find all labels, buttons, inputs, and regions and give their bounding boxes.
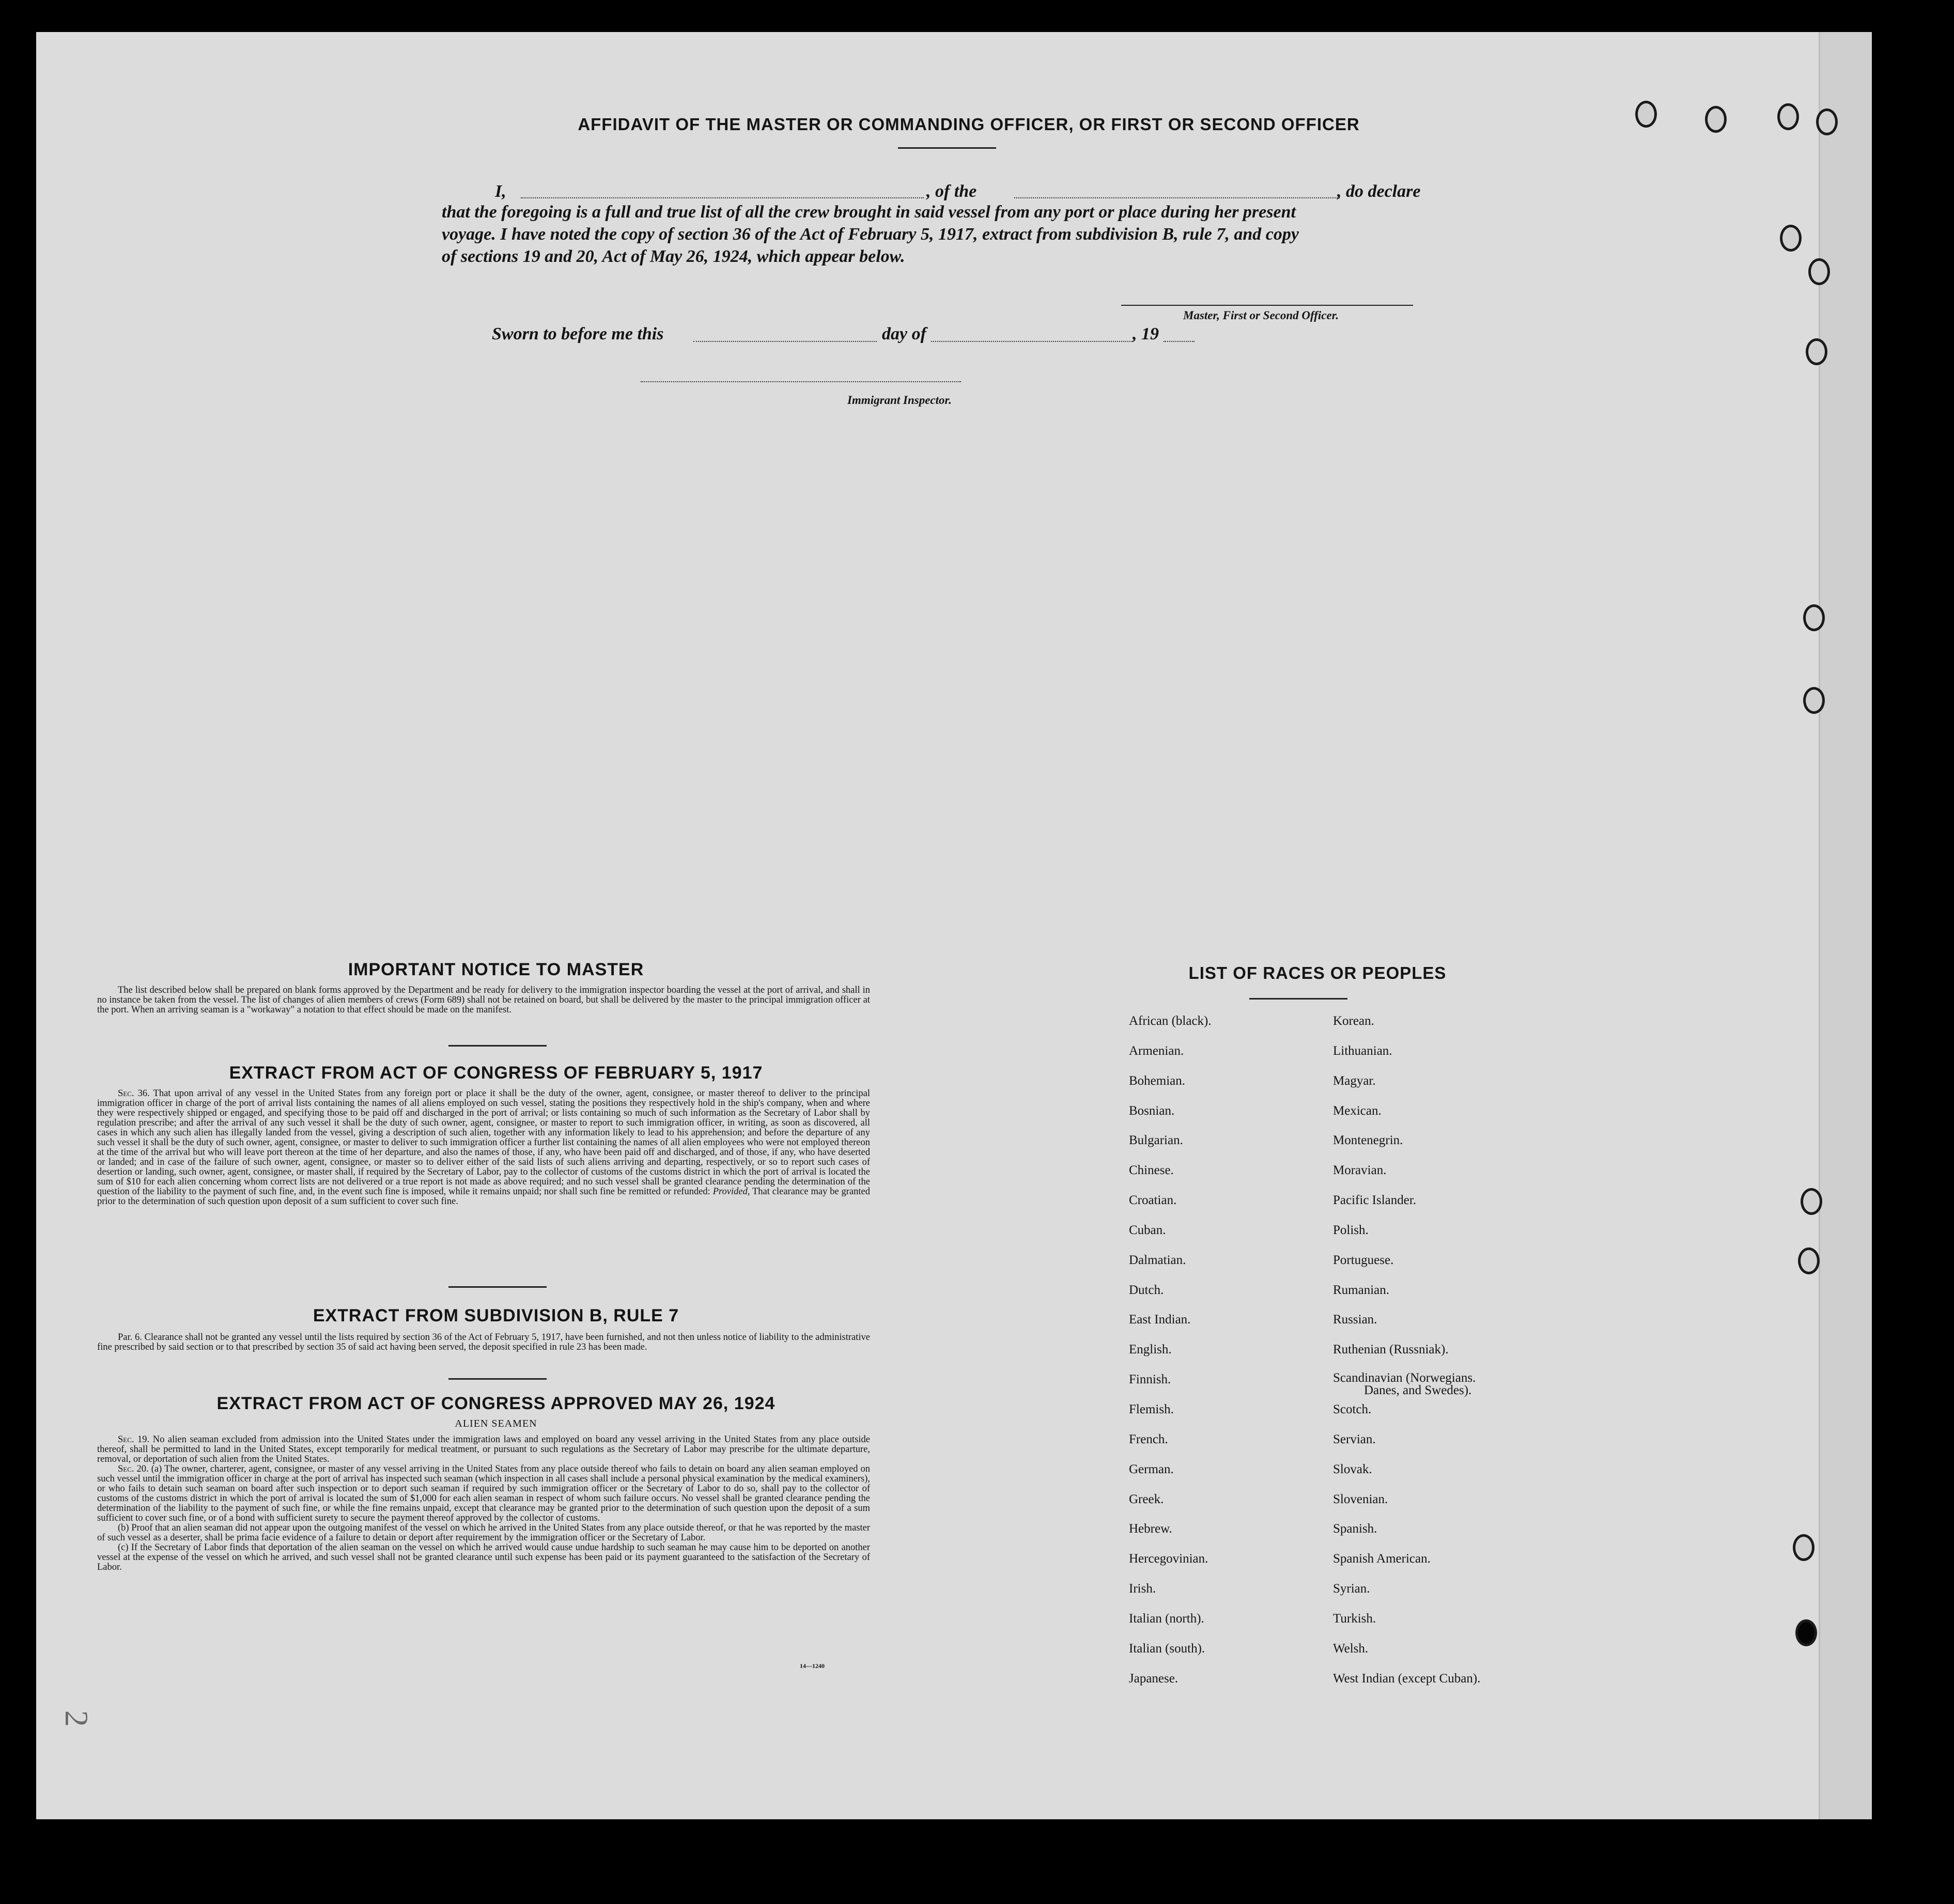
race-item-scandinavian: Scandinavian (Norwegians. (1333, 1371, 1476, 1385)
affidavit-vessel-blank[interactable] (1014, 197, 1340, 198)
rule-7-rule (448, 1378, 547, 1380)
race-item: Bulgarian. (1129, 1133, 1183, 1148)
sworn-prefix: Sworn to before me this (492, 324, 664, 344)
punch-hole (1795, 1619, 1817, 1646)
punch-hole (1705, 106, 1727, 133)
race-item: Servian. (1333, 1432, 1376, 1446)
alien-seamen-subtitle: ALIEN SEAMEN (455, 1418, 537, 1429)
race-item: Magyar. (1333, 1073, 1376, 1088)
affidavit-name-blank[interactable] (521, 197, 924, 198)
punch-hole (1816, 108, 1838, 135)
extract-1924-title: EXTRACT FROM ACT OF CONGRESS APPROVED MAY 26, 1924 (216, 1394, 776, 1413)
race-item: Moravian. (1333, 1163, 1387, 1178)
sworn-line (492, 324, 1205, 345)
affidavit-line-2: that the foregoing is a full and true list of all the crew brought in said vessel from any port or place during her present (442, 202, 1296, 222)
race-item: Spanish. (1333, 1522, 1377, 1536)
race-item: Syrian. (1333, 1582, 1370, 1596)
race-item: Spanish American. (1333, 1552, 1431, 1566)
race-item: Scotch. (1333, 1402, 1372, 1416)
races-right-column (1333, 1013, 1480, 1700)
race-item: East Indian. (1129, 1313, 1191, 1327)
affidavit-line-1 (495, 182, 1451, 202)
sec-19-text: No alien seaman excluded from admission into the United States under the immigration laws and employed on board any vessel arriving in the United States from any place outside thereof, shall be permitted to land in the United States, except temporarily for medical treatment, or pursuant to such regulations as the Secretary of Labor may prescribe for the ultimate departure, removal, or deportation of such alien from the United States. (97, 1434, 870, 1464)
extract-1917-rule (448, 1286, 547, 1288)
punch-hole (1803, 604, 1825, 631)
race-item: Mexican. (1333, 1103, 1382, 1118)
sworn-year: , 19 (1133, 324, 1159, 344)
extract-1924-text (97, 1435, 870, 1572)
race-item: Portuguese. (1333, 1253, 1394, 1267)
race-item: Welsh. (1333, 1641, 1369, 1656)
sec-36-label: Sec. 36. (118, 1088, 150, 1099)
sec-20-b: (b) Proof that an alien seaman did not appear upon the outgoing manifest of the vessel on which he arrived in the United States from any place outside thereof, or that he was reported by the master of such vessel as a deserter, shall be prima facie evidence of a failure to detain or deport after requirement by the immigration officer or the Secretary of Labor. (97, 1523, 870, 1543)
form-number: 14—1240 (800, 1662, 825, 1669)
sworn-year-blank[interactable] (1164, 341, 1195, 342)
race-item: Korean. (1333, 1014, 1374, 1028)
sec-19-label: Sec. 19. (118, 1434, 150, 1445)
sec-20-label: Sec. 20. (118, 1464, 149, 1474)
punch-hole (1801, 1188, 1822, 1215)
sec-36-text: That upon arrival of any vessel in the United States from any foreign port or place it shall be the duty of the owner, agent, consignee, or master thereof to deliver to the principal immigration officer in charge of the port of arrival lists containing the names of all aliens employed on such vessel, stating the positions they respectively hold in the ship's company, when and where they were respectively shipped or engaged, and specifying those to be paid off and discharged in the port of arrival; or lists containing so much of such information as the Secretary of Labor shall by regulation prescribe; and after the arrival of any such vessel it shall be the duty of such owner, agent, consignee, or master to report to such immigration officer, in writing, as soon as discovered, all cases in which any such alien has illegally landed from the vessel, giving a description of such alien, together with any information likely to lead to his apprehension; and before the departure of any such vessel it shall be the duty of such owner, agent, consignee, or master to deliver to such immigration officer a further list containing the names of all alien employees who were not employed thereon at the time of the arrival but who will leave port thereon at the time of her departure, and also the names of those, if any, who have been paid off and discharged, and of those, if any, who have deserted or landed; and in case of the failure of such owner, agent, consignee, or master so to deliver either of the said lists of such aliens arriving and departing, respectively, or so to report such cases of desertion or landing, such owner, agent, consignee, or master shall, if required by the Secretary of Labor, pay to the collector of customs of the customs district in which the port of arrival is located the sum of $10 for each alien concerning whom correct lists are not delivered or a true report is not made as above required; and no such vessel shall be granted clearance pending the determination of the question of the liability to the payment of such fine, and, in the event such fine is imposed, while it remains unpaid; nor shall such fine be remitted or refunded: (97, 1088, 871, 1197)
sworn-month-blank[interactable] (931, 341, 1133, 342)
race-item: Italian (south). (1129, 1641, 1205, 1656)
notice-paragraph: The list described below shall be prepared on blank forms approved by the Department and be ready for delivery to the immigration inspector boarding the vessel at the port of arrival, and shall in no instance be taken from the vessel. The list of changes of alien members of crews (Form 689) shall not be retained on board, but shall be delivered by the master to the principal immigration officer at the port. When an arriving seaman is a "workaway" a notation to that effect should be made on the manifest. (97, 985, 870, 1015)
races-left-column (1129, 1013, 1212, 1700)
affidavit-title: AFFIDAVIT OF THE MASTER OR COMMANDING OFFICER, OR FIRST OR SECOND OFFICER (578, 115, 1360, 134)
race-item: Armenian. (1129, 1043, 1184, 1058)
sec-20-a: (a) The owner, charterer, agent, consignee, or master of any vessel arriving in the United States from any place outside thereof who fails to detain on board any alien seaman employed on such vessel until the immigration officer in charge at the port of arrival has inspected such seaman (which inspection in all cases shall include a personal physical examination by the medical examiners), or who fails to detain such seaman on board after such inspection or to deport such seaman if required by such immigration officer or the Secretary of Labor to do so, shall pay to the collector of customs of the customs district in which the port of arrival is located the sum of $1,000 for each alien seaman in respect of whom such failure occurs. No vessel shall be granted clearance pending the determination of the liability to the payment of such fine, or while the fine remains unpaid, except that clearance may be granted prior to the determination of such question upon the deposit of a sum sufficient to cover such fine, or of a bond with sufficient surety to secure the payment thereof approved by the collector of customs. (97, 1464, 870, 1523)
affidavit-line-3: voyage. I have noted the copy of section 36 of the Act of February 5, 1917, extract from subdivision B, rule 7, and copy (442, 225, 1299, 244)
race-item: African (black). (1129, 1014, 1212, 1028)
race-item: Montenegrin. (1333, 1133, 1403, 1148)
notice-text (97, 986, 870, 1015)
race-item: Lithuanian. (1333, 1043, 1392, 1058)
punch-hole (1777, 103, 1799, 130)
race-item-scandinavian-cont: Danes, and Swedes). (1364, 1383, 1472, 1398)
punch-hole (1798, 1247, 1820, 1274)
race-item (1333, 1372, 1480, 1402)
race-item: Russian. (1333, 1313, 1377, 1327)
extract-1917-title: EXTRACT FROM ACT OF CONGRESS OF FEBRUARY 5, 1917 (229, 1063, 763, 1083)
punch-hole (1808, 258, 1830, 285)
sec-36-proviso: That clearance may be granted prior to the determination of such question upon deposit of a sum sufficient to cover such fine. (97, 1187, 870, 1207)
race-item: Slovenian. (1333, 1492, 1388, 1506)
punch-hole (1803, 687, 1825, 714)
margin-page-mark: 2 (58, 1710, 95, 1727)
punch-hole (1635, 101, 1657, 128)
races-title-rule (1249, 998, 1347, 1000)
race-item: Finnish. (1129, 1372, 1171, 1387)
extract-1917-text (97, 1089, 870, 1207)
race-item: Irish. (1129, 1582, 1156, 1596)
inspector-signature-line[interactable] (641, 381, 961, 382)
notice-rule (448, 1045, 547, 1047)
proviso-label: Provided, (712, 1187, 750, 1197)
sec-20-c: (c) If the Secretary of Labor finds that deportation of the alien seaman on the vessel on which he arrived would cause undue hardship to such seaman he may cause him to be deported on another vessel at the expense of the vessel on which he arrived, and such vessel shall not be granted clearance until such expense has been paid or its payment guaranteed to the satisfaction of the Secretary of Labor. (97, 1542, 870, 1572)
race-item: Bosnian. (1129, 1103, 1175, 1118)
race-item: West Indian (except Cuban). (1333, 1671, 1481, 1685)
race-item: Flemish. (1129, 1402, 1174, 1416)
race-item: Slovak. (1333, 1462, 1372, 1476)
affidavit-line-4: of sections 19 and 20, Act of May 26, 1924, which appear below. (442, 247, 905, 266)
races-title: LIST OF RACES OR PEOPLES (1188, 963, 1447, 982)
master-signature-label: Master, First or Second Officer. (1183, 309, 1339, 322)
race-item: Hercegovinian. (1129, 1552, 1208, 1566)
race-item: Chinese. (1129, 1163, 1174, 1178)
race-item: Cuban. (1129, 1223, 1166, 1237)
par-6-text: Par. 6. Clearance shall not be granted any vessel until the lists required by section 36 of the Act of February 5, 1917, have been furnished, and not then unless notice of liability to the administrative fine prescribed by said section or to that prescribed by section 35 of said act having been served, the deposit specified in rule 23 has been made. (97, 1332, 870, 1352)
race-item: Pacific Islander. (1333, 1193, 1417, 1208)
punch-hole (1793, 1534, 1815, 1561)
punch-hole (1806, 338, 1827, 365)
master-signature-line[interactable] (1121, 305, 1413, 306)
affidavit-do-declare: , do declare (1337, 182, 1421, 201)
race-item: Dalmatian. (1129, 1253, 1186, 1267)
affidavit-of-the: , of the (926, 182, 977, 201)
sworn-day-of: day of (882, 324, 926, 344)
sworn-day-blank[interactable] (693, 341, 877, 342)
race-item: Italian (north). (1129, 1611, 1204, 1626)
race-item: Rumanian. (1333, 1283, 1390, 1297)
notice-title: IMPORTANT NOTICE TO MASTER (348, 960, 644, 979)
inspector-label: Immigrant Inspector. (847, 394, 952, 407)
race-item: Dutch. (1129, 1283, 1164, 1297)
race-item: Turkish. (1333, 1611, 1376, 1626)
affidavit-i: I, (495, 182, 506, 201)
race-item: English. (1129, 1343, 1172, 1357)
race-item: Croatian. (1129, 1193, 1177, 1208)
race-item: Bohemian. (1129, 1073, 1186, 1088)
race-item: Japanese. (1129, 1671, 1178, 1685)
race-item: German. (1129, 1462, 1174, 1476)
sheet-edge (1819, 32, 1872, 1819)
race-item: Hebrew. (1129, 1522, 1172, 1536)
punch-hole (1780, 225, 1802, 252)
race-item: French. (1129, 1432, 1168, 1446)
rule-7-title: EXTRACT FROM SUBDIVISION B, RULE 7 (313, 1306, 679, 1325)
affidavit-title-rule (898, 147, 996, 149)
race-item: Ruthenian (Russniak). (1333, 1343, 1449, 1357)
race-item: Greek. (1129, 1492, 1164, 1506)
race-item: Polish. (1333, 1223, 1369, 1237)
rule-7-text (97, 1333, 870, 1352)
